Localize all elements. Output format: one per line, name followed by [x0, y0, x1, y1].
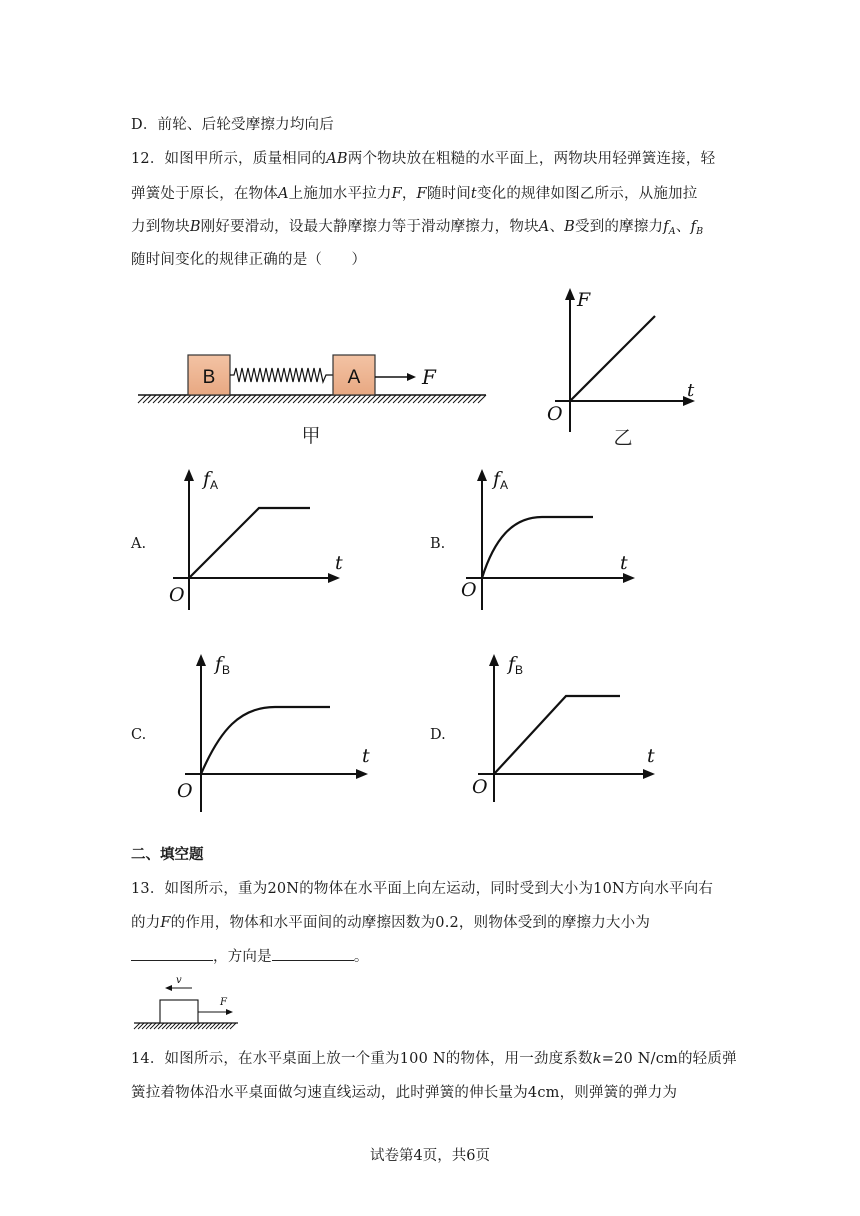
option-b-label[interactable]: B.	[430, 536, 446, 552]
q14-text: 14．如图所示，在水平桌面上放一个重为100 N的物体，用一劲度系数	[131, 1051, 593, 1067]
q12-text: 两个物块放在粗糙的水平面上，两物块用轻弹簧连接，轻	[347, 151, 716, 167]
q12-sub: B	[696, 226, 704, 237]
q13-velocity-arrowhead	[165, 985, 172, 991]
q12-text: 随时间	[426, 186, 471, 202]
q12-line-4: 随时间变化的规律正确的是（ ）	[131, 252, 367, 268]
d-origin-label: O	[472, 776, 488, 798]
q13-hatch	[134, 1023, 236, 1029]
q12-line-1	[131, 147, 715, 168]
q13-line-2	[131, 911, 650, 932]
a-x-label: t	[335, 552, 343, 574]
q12-var: f	[663, 219, 669, 235]
option-b-graph[interactable]	[460, 465, 640, 615]
q12-text: 上施加水平拉力	[288, 186, 392, 202]
b-y-arrowhead	[477, 469, 487, 481]
q13-text: 的作用，物体和水平面间的动摩擦因数为0.2，则物体受到的摩擦力大小为	[170, 915, 651, 931]
b-x-label: t	[620, 552, 628, 574]
q13-f-label: F	[220, 997, 227, 1008]
q12-text: 受到的摩擦力	[575, 219, 664, 235]
option-a-graph[interactable]	[165, 465, 345, 615]
page-footer: 试卷第4页，共6页	[370, 1148, 490, 1164]
c-origin-label: O	[177, 780, 193, 802]
figure-yi-caption: 乙	[613, 427, 633, 449]
q14-text: =20 N/cm的轻质弹	[601, 1051, 737, 1067]
q13-figure	[130, 972, 250, 1034]
q12-text: 弹簧处于原长，在物体	[131, 186, 278, 202]
a-curve	[189, 508, 310, 578]
c-y-label: $f_B$	[215, 653, 231, 677]
d-x-arrowhead	[643, 769, 655, 779]
figure-jia	[136, 350, 496, 450]
q12-var: B	[189, 219, 201, 235]
b-origin-label: O	[461, 579, 477, 601]
q12-var: A	[538, 219, 550, 235]
option-c-graph[interactable]	[175, 650, 375, 815]
option-d-label[interactable]: D.	[430, 727, 446, 743]
figure-jia-caption: 甲	[301, 425, 321, 447]
spring	[230, 368, 333, 382]
q12-text: 变化的规律如图乙所示，从施加拉	[476, 186, 698, 202]
q13-blank-1[interactable]	[131, 948, 213, 961]
q13-text: ，方向是	[213, 949, 272, 965]
q12-text: 力到物块	[131, 219, 190, 235]
b-x-arrowhead	[623, 573, 635, 583]
block-b-label: B	[202, 367, 216, 388]
q12-text: 、	[549, 219, 565, 235]
q12-var: F	[416, 186, 427, 202]
q13-var: F	[160, 915, 171, 931]
q12-var: t	[470, 186, 477, 202]
c-x-arrowhead	[356, 769, 368, 779]
q13-text: 。	[353, 949, 369, 965]
q13-blank-2[interactable]	[272, 948, 354, 961]
q12-line-3	[131, 215, 703, 237]
q12-text: ，	[401, 186, 417, 202]
q12-text: 刚好要滑动，设最大静摩擦力等于滑动摩擦力，物块	[200, 219, 539, 235]
yi-f-line	[570, 316, 655, 401]
c-y-arrowhead	[196, 654, 206, 666]
a-y-label: $f_A$	[203, 468, 219, 492]
a-y-arrowhead	[184, 469, 194, 481]
force-label: F	[422, 365, 436, 389]
q12-text: 12．如图甲所示，质量相同的	[131, 151, 327, 167]
q12-text: 、	[675, 219, 691, 235]
q12-var: A	[278, 186, 289, 202]
b-y-label: $f_A$	[493, 468, 509, 492]
yi-origin-label: O	[547, 403, 563, 425]
d-y-arrowhead	[489, 654, 499, 666]
q12-sub: A	[668, 226, 676, 237]
yi-y-label: F	[577, 289, 591, 311]
option-d-graph[interactable]	[470, 650, 660, 815]
q14-var: k	[592, 1051, 602, 1067]
q13-line-1: 13．如图所示，重为20N的物体在水平面上向左运动，同时受到大小为10N方向水平向右	[131, 881, 714, 897]
q13-v-label: v	[176, 975, 182, 986]
a-x-arrowhead	[328, 573, 340, 583]
block-a-label: A	[347, 367, 361, 388]
c-curve	[201, 707, 330, 774]
q13-force-arrowhead	[226, 1009, 233, 1015]
b-curve	[482, 517, 593, 578]
q12-line-2	[131, 182, 697, 203]
a-origin-label: O	[169, 584, 185, 606]
d-curve	[494, 696, 620, 774]
q12-var: f	[690, 219, 697, 235]
force-arrowhead	[407, 373, 416, 381]
q13-text: 的力	[131, 915, 161, 931]
ground-hatch	[138, 395, 486, 403]
option-a-label[interactable]: A.	[131, 536, 147, 552]
section-title: 二、填空题	[131, 846, 204, 863]
q12-ab: AB	[326, 151, 348, 167]
d-y-label: $f_B$	[508, 653, 524, 677]
q12-var: F	[391, 186, 402, 202]
d-x-label: t	[647, 745, 655, 767]
q12-var: B	[564, 219, 576, 235]
q14-line-2: 簧拉着物体沿水平桌面做匀速直线运动，此时弹簧的伸长量为4cm，则弹簧的弹力为	[131, 1085, 678, 1101]
yi-x-label: t	[687, 380, 695, 401]
q13-block	[160, 1000, 198, 1023]
yi-y-arrowhead	[565, 288, 575, 300]
q11-option-d: D．前轮、后轮受摩擦力均向后	[131, 117, 334, 133]
q14-line-1	[131, 1047, 737, 1068]
q13-line-3	[131, 945, 369, 966]
c-x-label: t	[362, 745, 370, 767]
option-c-label[interactable]: C.	[131, 727, 147, 743]
figure-yi	[545, 284, 705, 454]
